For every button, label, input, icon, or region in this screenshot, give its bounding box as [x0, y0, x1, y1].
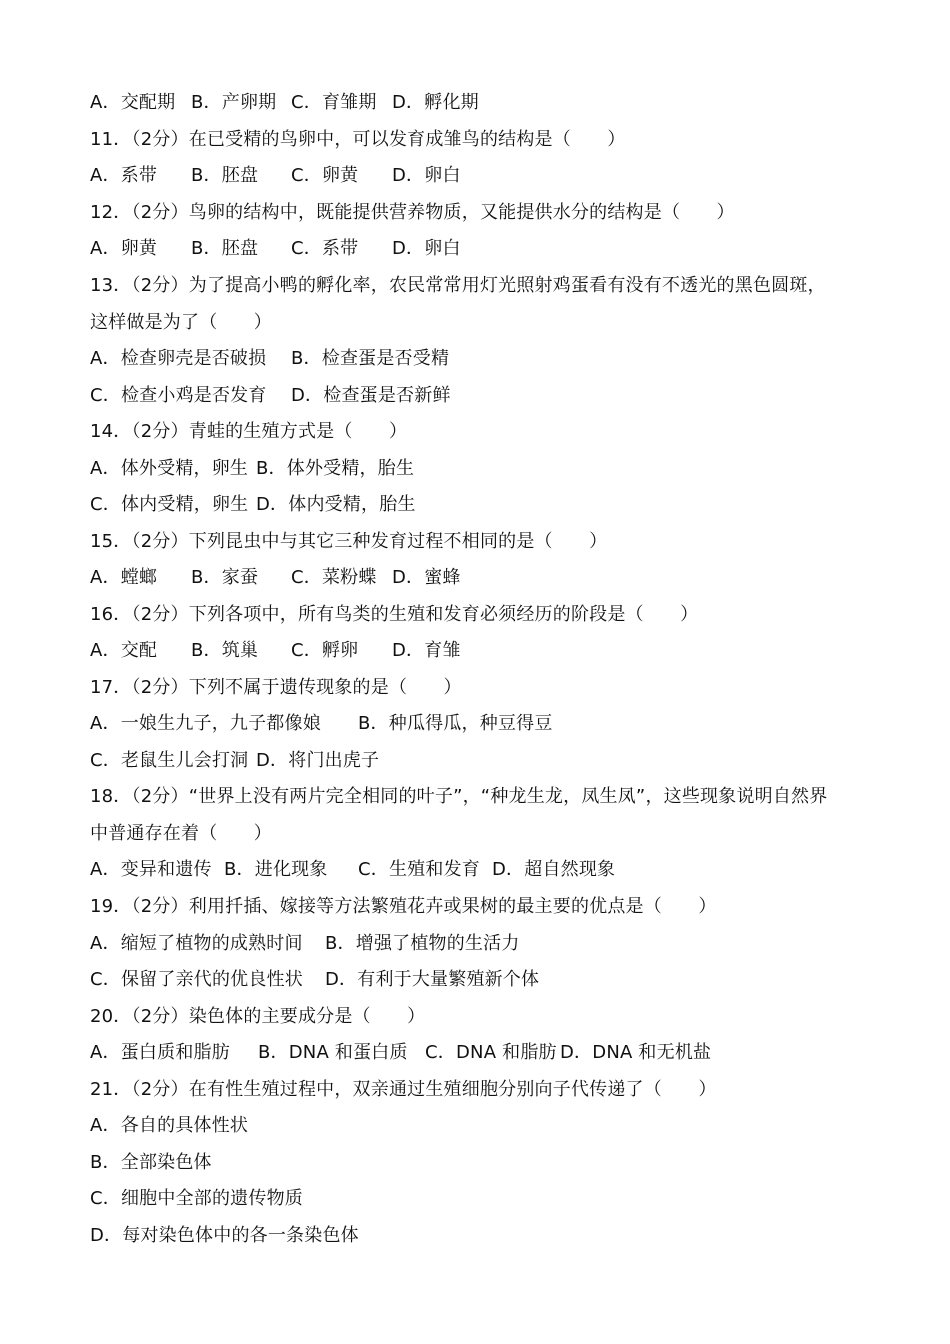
- q21-stem: 21．（2分）在有性生殖过程中，双亲通过生殖细胞分别向子代传递了（ ）: [90, 1079, 717, 1100]
- q14-option-d: D．体内受精，胎生: [256, 494, 416, 515]
- q17-stem: 17．（2分）下列不属于遗传现象的是（ ）: [90, 677, 462, 698]
- q20-option-b: B．DNA 和蛋白质: [258, 1042, 408, 1063]
- q13-options-row1: [90, 346, 450, 372]
- q12-option-b: B．胚盘: [191, 238, 259, 259]
- q12-options: [90, 236, 461, 262]
- q16-option-d: D．育雏: [392, 640, 461, 661]
- q12-option-a: A．卵黄: [90, 238, 158, 259]
- q20-option-c: C．DNA 和脂肪: [425, 1042, 557, 1063]
- q11-option-d: D．卵白: [392, 165, 461, 186]
- q13-option-b: B．检查蛋是否受精: [291, 348, 450, 369]
- q17-options-row2: [90, 748, 380, 774]
- q19-option-b: B．增强了植物的生活力: [325, 933, 520, 954]
- q21-option-a: A．各自的具体性状: [90, 1115, 249, 1136]
- q17-option-b: B．种瓜得瓜，种豆得豆: [358, 713, 553, 734]
- q18-stem-line2: 中普通存在着（ ）: [90, 823, 272, 844]
- q17-option-c: C．老鼠生儿会打洞: [90, 750, 249, 771]
- q19-stem: 19．（2分）利用扦插、嫁接等方法繁殖花卉或果树的最主要的优点是（ ）: [90, 896, 717, 917]
- q16-options: [90, 638, 461, 664]
- q20-option-a: A．蛋白质和脂肪: [90, 1042, 230, 1063]
- q19-options-row1: [90, 931, 520, 957]
- q15-option-c: C．菜粉蝶: [291, 567, 377, 588]
- q12-option-c: C．系带: [291, 238, 359, 259]
- q20-options: [90, 1040, 712, 1066]
- q14-option-a: A．体外受精，卵生: [90, 458, 249, 479]
- q17-option-a: A．一娘生九子，九子都像娘: [90, 713, 321, 734]
- q10-option-a: A．交配期: [90, 92, 176, 113]
- q14-stem: 14．（2分）青蛙的生殖方式是（ ）: [90, 421, 408, 442]
- q11-options: [90, 163, 461, 189]
- q13-stem-line1: 13．（2分）为了提高小鸭的孵化率，农民常常用灯光照射鸡蛋看有没有不透光的黑色圆斑，: [90, 275, 826, 296]
- q10-options: [90, 90, 479, 116]
- q21-option-c: C．细胞中全部的遗传物质: [90, 1188, 303, 1209]
- q21-option-b: B．全部染色体: [90, 1152, 212, 1173]
- q19-option-a: A．缩短了植物的成熟时间: [90, 933, 303, 954]
- q14-option-b: B．体外受精，胎生: [256, 458, 415, 479]
- q18-stem-line1: 18．（2分）“世界上没有两片完全相同的叶子”，“种龙生龙，凤生凤”，这些现象说明自然界: [90, 786, 828, 807]
- q18-option-c: C．生殖和发育: [358, 859, 480, 880]
- q14-option-c: C．体内受精，卵生: [90, 494, 249, 515]
- q19-option-d: D．有利于大量繁殖新个体: [325, 969, 540, 990]
- q16-option-c: C．孵卵: [291, 640, 359, 661]
- q11-option-b: B．胚盘: [191, 165, 259, 186]
- q15-option-d: D．蜜蜂: [392, 567, 461, 588]
- q11-stem: 11．（2分）在已受精的鸟卵中，可以发育成雏鸟的结构是（ ）: [90, 129, 626, 150]
- q16-option-b: B．筑巢: [191, 640, 259, 661]
- q16-stem: 16．（2分）下列各项中，所有鸟类的生殖和发育必须经历的阶段是（ ）: [90, 604, 699, 625]
- q13-stem-line2: 这样做是为了（ ）: [90, 312, 272, 333]
- q19-options-row2: [90, 967, 540, 993]
- q19-option-c: C．保留了亲代的优良性状: [90, 969, 303, 990]
- q13-option-d: D．检查蛋是否新鲜: [291, 385, 451, 406]
- q10-option-d: D．孵化期: [392, 92, 479, 113]
- q18-option-d: D．超自然现象: [492, 859, 616, 880]
- q14-options-row2: [90, 492, 416, 518]
- q20-stem: 20．（2分）染色体的主要成分是（ ）: [90, 1006, 426, 1027]
- q13-option-c: C．检查小鸡是否发育: [90, 385, 267, 406]
- q11-option-c: C．卵黄: [291, 165, 359, 186]
- q17-options-row1: [90, 711, 553, 737]
- q11-option-a: A．系带: [90, 165, 158, 186]
- q18-options: [90, 857, 616, 883]
- q15-options: [90, 565, 461, 591]
- q12-option-d: D．卵白: [392, 238, 461, 259]
- q10-option-b: B．产卵期: [191, 92, 277, 113]
- q15-stem: 15．（2分）下列昆虫中与其它三种发育过程不相同的是（ ）: [90, 531, 608, 552]
- q16-option-a: A．交配: [90, 640, 158, 661]
- q10-option-c: C．育雏期: [291, 92, 377, 113]
- q20-option-d: D．DNA 和无机盐: [560, 1042, 712, 1063]
- q13-options-row2: [90, 383, 451, 409]
- q18-option-b: B．进化现象: [224, 859, 328, 880]
- q18-option-a: A．变异和遗传: [90, 859, 212, 880]
- q15-option-a: A．螳螂: [90, 567, 158, 588]
- q14-options-row1: [90, 456, 415, 482]
- q13-option-a: A．检查卵壳是否破损: [90, 348, 267, 369]
- q12-stem: 12．（2分）鸟卵的结构中，既能提供营养物质，又能提供水分的结构是（ ）: [90, 202, 735, 223]
- q17-option-d: D．将门出虎子: [256, 750, 380, 771]
- q15-option-b: B．家蚕: [191, 567, 259, 588]
- q21-option-d: D．每对染色体中的各一条染色体: [90, 1225, 359, 1246]
